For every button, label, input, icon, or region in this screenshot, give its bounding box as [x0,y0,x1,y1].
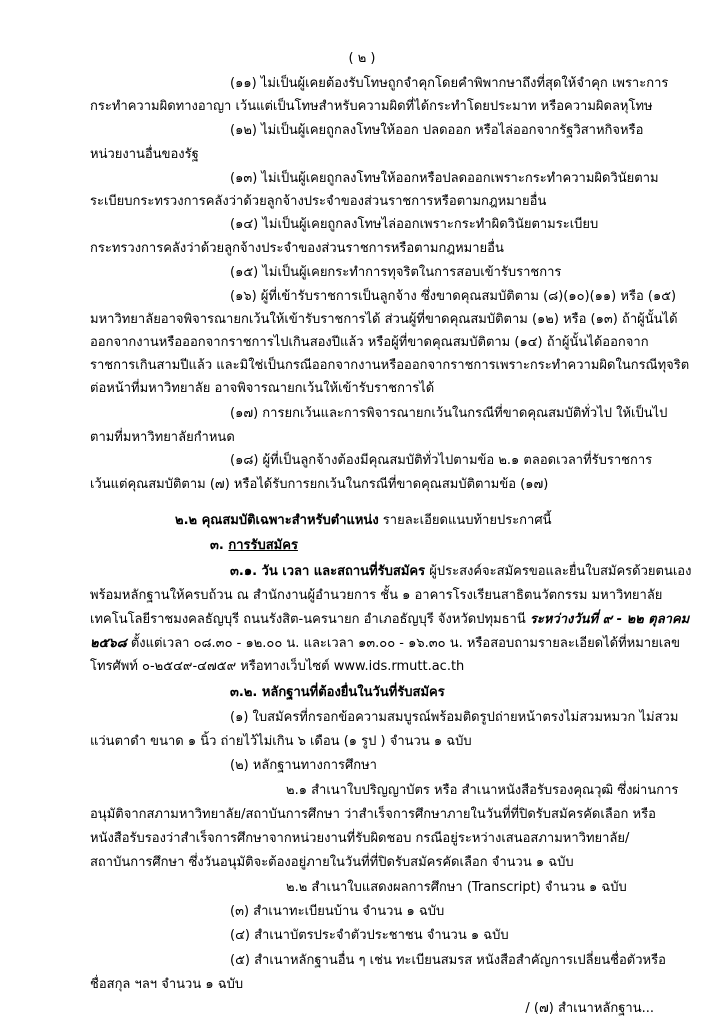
section-3-1-address: เทคโนโลยีราชมงคลธัญบุรี ถนนรังสิต-นครนายก อำเภอธัญบุรี จังหวัดปทุมธานี [90,612,530,627]
item-18-line2: เว้นแต่คุณสมบัติตาม (๗) หรือได้รับการยกเว้นในกรณีที่ขาดคุณสมบัติตามข้อ (๑๗) [90,477,549,492]
section-3-1-text: ผู้ประสงค์จะสมัครขอและยื่นใบสมัครด้วยตนเอง [425,564,692,579]
doc-5-line1: (๕) สำเนาหลักฐานอื่น ๆ เช่น ทะเบียนสมรส หนังสือสำคัญการเปลี่ยนชื่อตัวหรือ [230,953,666,968]
section-3-1-title: ๓.๑. วัน เวลา และสถานที่รับสมัคร [230,564,426,579]
doc-2-1-line3: หนังสือรับรองว่าสำเร็จการศึกษาจากหน่วยงานที่รับผิดชอบ กรณีอยู่ระหว่างเสนอสภามหาวิทยาลัย/ [90,831,630,846]
doc-3: (๓) สำเนาทะเบียนบ้าน จำนวน ๑ ฉบับ [230,904,445,919]
item-17-line2: ตามที่มหาวิทยาลัยกำหนด [90,430,235,445]
continuation-footer: / (๗) สำเนาหลักฐาน... [525,1001,654,1016]
item-16-line1: (๑๖) ผู้ที่เข้ารับราชการเป็นลูกจ้าง ซึ่งขาดคุณสมบัติตาม (๘)(๑๐)(๑๑) หรือ (๑๕) [230,289,677,304]
item-11-line2: กระทำความผิดทางอาญา เว้นแต่เป็นโทษสำหรับความผิดที่ได้กระทำโดยประมาท หรือความผิดลหุโทษ [90,99,653,114]
section-3-1-dates: ระหว่างวันที่ ๙ - ๒๒ ตุลาคม [529,612,690,627]
section-2-2 [0,512,724,530]
item-12-line2: หน่วยงานอื่นของรัฐ [90,147,199,162]
section-2-2-title: ๒.๒ คุณสมบัติเฉพาะสำหรับตำแหน่ง [175,513,379,528]
section-3-1-times: ตั้งแต่เวลา ๐๘.๓๐ - ๑๒.๐๐ น. และเวลา ๑๓.๐๐ - ๑๖.๓๐ น. หรือสอบถามรายละเอียดได้ที่หมายเลข [126,636,681,651]
section-3-1-line2: พร้อมหลักฐานให้ครบถ้วน ณ สำนักงานผู้อำนวยการ ชั้น ๑ อาคารโรงเรียนสาธิตนวัตกรรม มหาวิทยาลัย [90,588,663,603]
item-12-line1: (๑๒) ไม่เป็นผู้เคยถูกลงโทษให้ออก ปลดออก หรือไล่ออกจากรัฐวิสาหกิจหรือ [230,123,644,138]
page-number: ( ๒ ) [348,51,376,66]
section-3-1-line3 [0,611,724,629]
item-13-line2: ระเบียบกระทรวงการคลังว่าด้วยลูกจ้างประจำของส่วนราชการหรือตามกฎหมายอื่น [90,194,547,209]
doc-1-line2: แว่นตาดำ ขนาด ๑ นิ้ว ถ่ายไว้ไม่เกิน ๖ เดือน (๑ รูป ) จำนวน ๑ ฉบับ [90,734,472,749]
item-14-line1: (๑๔) ไม่เป็นผู้เคยถูกลงโทษไล่ออกเพราะกระทำผิดวินัยตามระเบียบ [230,217,599,232]
section-3-title: การรับสมัคร [228,538,298,553]
item-17-line1: (๑๗) การยกเว้นและการพิจารณายกเว้นในกรณีที่ขาดคุณสมบัติทั่วไป ให้เป็นไป [230,406,668,421]
doc-5-line2: ชื่อสกุล ฯลฯ จำนวน ๑ ฉบับ [90,977,244,992]
item-16-line5: ต่อหน้าที่มหาวิทยาลัย อาจพิจารณายกเว้นให้เข้ารับราชการได้ [90,381,435,396]
item-13-line1: (๑๓) ไม่เป็นผู้เคยถูกลงโทษให้ออกหรือปลดออกเพราะกระทำความผิดวินัยตาม [230,171,659,186]
section-3-2-title: ๓.๒. หลักฐานที่ต้องยื่นในวันที่รับสมัคร [230,685,445,700]
item-18-line1: (๑๘) ผู้ที่เป็นลูกจ้างต้องมีคุณสมบัติทั่วไปตามข้อ ๒.๑ ตลอดเวลาที่รับราชการ [230,453,653,468]
doc-2-1-line2: อนุมัติจากสภามหาวิทยาลัย/สถาบันการศึกษา ว่าสำเร็จการศึกษาภายในวันที่ที่ปิดรับสมัครคัดเลือก หรือ [90,807,656,822]
section-3-1-line1 [0,563,724,581]
item-11-line1: (๑๑) ไม่เป็นผู้เคยต้องรับโทษถูกจำคุกโดยคำพิพากษาถึงที่สุดให้จำคุก เพราะการ [230,76,669,91]
section-3-number: ๓. [210,538,229,553]
doc-4: (๔) สำเนาบัตรประจำตัวประชาชน จำนวน ๑ ฉบับ [230,928,509,943]
item-16-line2: มหาวิทยาลัยอาจพิจารณายกเว้นให้เข้ารับราชการได้ ส่วนผู้ที่ขาดคุณสมบัติตาม (๑๒) หรือ (๑๓) ถ้าผู้นั้นได้ [90,312,678,327]
section-3-1-year: ๒๕๖๘ [90,636,127,651]
section-2-2-text: รายละเอียดแนบท้ายประกาศนี้ [378,513,552,528]
section-3-heading [0,537,724,555]
doc-2-2: ๒.๒ สำเนาใบแสดงผลการศึกษา (Transcript) จำนวน ๑ ฉบับ [286,880,627,895]
item-16-line3: ออกจากงานหรือออกจากราชการไปเกินสองปีแล้ว หรือผู้ที่ขาดคุณสมบัติตาม (๑๔) ถ้าผู้นั้นได้ออกจาก [90,335,649,350]
item-16-line4: ราชการเกินสามปีแล้ว และมิใช่เป็นกรณีออกจากงานหรือออกจากราชการเพราะกระทำความผิดในกรณีทุจริต [90,358,690,373]
doc-2: (๒) หลักฐานทางการศึกษา [230,758,377,773]
doc-2-1-line4: สถาบันการศึกษา ซึ่งวันอนุมัติจะต้องอยู่ภายในวันที่ที่ปิดรับสมัครคัดเลือก จำนวน ๑ ฉบับ [90,855,574,870]
doc-2-1-line1: ๒.๑ สำเนาใบปริญญาบัตร หรือ สำเนาหนังสือรับรองคุณวุฒิ ซึ่งผ่านการ [286,783,679,798]
section-3-1-line5: โทรศัพท์ ๐-๒๕๔๙-๔๗๕๙ หรือทางเว็บไซต์ www.ids.rmutt.ac.th [90,659,465,674]
item-15: (๑๕) ไม่เป็นผู้เคยกระทำการทุจริตในการสอบเข้ารับราชการ [230,265,562,280]
doc-1-line1: (๑) ใบสมัครที่กรอกข้อความสมบูรณ์พร้อมติดรูปถ่ายหน้าตรงไม่สวมหมวก ไม่สวม [230,710,679,725]
item-14-line2: กระทรวงการคลังว่าด้วยลูกจ้างประจำของส่วนราชการหรือตามกฎหมายอื่น [90,241,504,256]
section-3-1-line4 [0,635,724,653]
